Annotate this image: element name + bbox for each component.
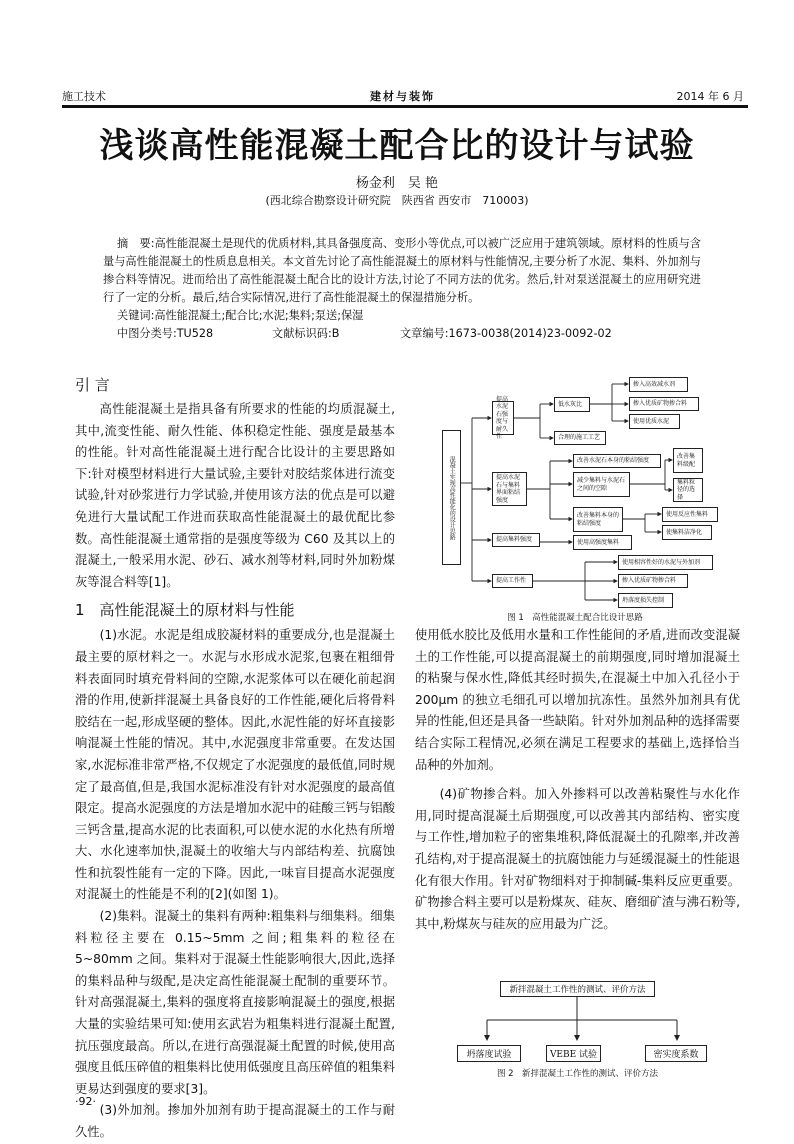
- fig1-node: 坍落度损失控制: [618, 593, 673, 608]
- fig1-node: 使用反应性集料: [662, 507, 718, 522]
- fig1-node: 使用相容性好的水泥与外加剂: [618, 555, 713, 570]
- section-1-heading: 1 高性能混凝土的原材料与性能: [75, 601, 295, 620]
- page-number: ·92·: [75, 1095, 96, 1108]
- fig1-node: 改善集料级配: [673, 448, 703, 473]
- fig1-node: 集料粒径的选择: [673, 478, 703, 502]
- fig1-node: 减少集料与水泥石之间的空隙: [573, 472, 630, 497]
- right-column-body: [415, 625, 740, 935]
- fig2-child-node: VEBE 试验: [546, 1045, 601, 1062]
- fig1-node: 提高集料强度: [492, 533, 540, 547]
- figure-2-caption: 图 2 新拌混凝土工作性的测试、评价方法: [496, 1069, 659, 1079]
- paragraph-mineral-admixture: (4)矿物掺合料。加入外掺料可以改善粘聚性与水化作用,同时提高混凝土后期强度,可以改善其内部结构、密实度与工作性,增加粒子的密集堆积,降低混凝土的孔隙率,并改善孔结构,对于提高混凝土的抗腐蚀能力与延缓混凝土的性能退化有很大作用。针对矿物细料对于抑制碱-集料反应更重要。矿物掺合料主要可以是粉煤灰、硅灰、磨细矿渣与沸石粉等,其中,粉煤灰与硅灰的应用最为广泛。: [415, 787, 740, 931]
- left-column: [75, 374, 395, 1144]
- classification-row: [103, 325, 701, 343]
- paragraph-aggregate: (2)集料。混凝土的集料有两种:粗集料与细集料。细集料粒径主要在 0.15~5mm 之间;粗集料的粒径在 5~80mm 之间。集料对于混凝土性能影响很大,因此,选择的集料品种与级配,是决定高性能混凝土配制的重要环节。针对高强混凝土,集料的强度将直接影响混凝土的强度,根据大量的实验结果可知:使用玄武岩为粗集料进行混凝土配置,抗压强度最高。所以,在进行高强混凝土配置的时候,使用高强度且低压碎值的粗集料比使用低强度且高压碎值的粗集料更易达到强度的要求[3]。: [75, 909, 395, 1096]
- fig1-node: 改善集料本身的粘结强度: [573, 507, 623, 532]
- fig2-child-node: 密实度系数: [645, 1045, 707, 1062]
- fig1-root-node: 混凝土实现高性能化的设计思路: [442, 430, 461, 565]
- fig2-child-node: 坍落度试验: [457, 1045, 521, 1062]
- running-header-section: 施工技术: [62, 90, 106, 103]
- article-number: 文章编号:1673-0038(2014)23-0092-02: [400, 327, 612, 340]
- clc-number: 中图分类号:TU528: [117, 327, 214, 340]
- abstract-block: [103, 235, 701, 343]
- fig2-top-node: 新拌混凝土工作性的测试、评价方法: [500, 981, 655, 997]
- fig1-node: 低水灰比: [554, 397, 590, 412]
- fig1-node: 掺入优质矿物掺合料: [629, 397, 699, 411]
- paragraph-admixture: (3)外加剂。掺加外加剂有助于提高混凝土的工作与耐久性。: [75, 1103, 395, 1139]
- fig1-node: 改善水泥石本身的粘结强度: [573, 454, 661, 468]
- document-code: 文献标识码:B: [272, 327, 340, 340]
- keywords: 关键词:高性能混凝土;配合比;水泥;集料;泵送;保湿: [117, 309, 364, 322]
- running-header-date: 2014 年 6 月: [676, 90, 744, 103]
- fig1-node: 掺入高效减水剂: [629, 377, 688, 392]
- intro-heading: 引 言: [75, 376, 110, 394]
- intro-paragraph: 高性能混凝土是指具备有所要求的性能的均质混凝土,其中,流变性能、耐久性能、体积稳定性能、强度是最基本的性能。针对高性能混凝土进行配合比设计的主要思路如下:针对模型材料进行大量试验,主要针对胶结浆体进行流变试验,针对砂浆进行力学试验,并使用该方法的优点是可以避免进行大量试配工作进而获取高性能混凝土的最优配比参数。高性能混凝土通常指的是强度等级为 C60 及其以上的混凝土,一般采用水泥、砂石、减水剂等材料,同时外加粉煤灰等混合料等[1]。: [75, 402, 395, 589]
- figure-1-caption: 图 1 高性能混凝土配合比设计思路: [507, 613, 643, 623]
- fig1-node: 使集料洁净化: [662, 525, 712, 540]
- fig1-node: 使用优质水泥: [629, 414, 680, 429]
- abstract: 摘 要:高性能混凝土是现代的优质材料,其具备强度高、变形小等优点,可以被广泛应用于建筑领域。原材料的性质与含量与高性能混凝土的性质息息相关。本文首先讨论了高性能混凝土的原材料与性能情况,主要分析了水泥、集料、外加剂与掺合料等情况。进而给出了高性能混凝土配合比的设计方法,讨论了不同方法的优劣。然后,针对泵送混凝土的应用研究进行了一定的分析。最后,结合实际情况,进行了高性能混凝土的保湿措施分析。: [103, 237, 701, 304]
- fig1-node: 合理的施工工艺: [554, 431, 606, 445]
- paragraph-admixture-continued: 使用低水胶比及低用水量和工作性能间的矛盾,进而改变混凝土的工作性能,可以提高混凝土的前期强度,同时增加混凝土的粘聚与保水性,降低其经时损失,在混凝土中加入孔径小于 200μm 的独立毛细孔可以增加抗冻性。虽然外加剂具有优异的性能,但还是具备一些缺陷。针对外加剂品种的选择需要结合实际工程情况,必须在满足工程要求的基础上,选择恰当品种的外加剂。: [415, 628, 740, 772]
- paragraph-cement: (1)水泥。水泥是组成胶凝材料的重要成分,也是混凝土最主要的原材料之一。水泥与水形成水泥浆,包裹在粗细骨料表面同时填充骨料间的空隙,水泥浆体可以在硬化前起润滑的作用,使新拌混凝土具备良好的工作性能,硬化后将骨料胶结在一起,形成坚硬的整体。因此,水泥性能的好坏直接影响混凝土性能的情况。其中,水泥强度非常重要。在发达国家,水泥标准非常严格,不仅规定了水泥强度的最低值,同时规定了最高值,但是,我国水泥标准没有针对水泥强度的最高值限定。提高水泥强度的方法是增加水泥中的硅酸三钙与铝酸三钙含量,提高水泥的比表面积,可以使水泥的水化热有所增大、水化速率加快,混凝土的收缩大与内部结构差、抗腐蚀性和抗裂性能有一定的下降。因此,一味盲目提高水泥强度对混凝土的性能是不利的[2](如图 1)。: [75, 628, 395, 902]
- journal-logo: 建材与装饰: [370, 90, 435, 103]
- affiliation: (西北综合勘察设计研究院 陕西省 西安市 710003): [265, 194, 529, 207]
- authors: 杨金利 吴 艳: [355, 176, 439, 191]
- fig1-node: 提高水泥石与集料界面粘结强度: [492, 472, 527, 506]
- header-rule: [62, 105, 748, 108]
- fig1-node: 使用高强度集料: [573, 535, 632, 550]
- fig1-node: 掺入优质矿物掺合料: [618, 574, 688, 588]
- fig1-node: 提高水泥石强度与耐久性: [492, 401, 514, 435]
- article-title: 浅谈高性能混凝土配合比的设计与试验: [99, 126, 695, 166]
- fig1-node: 提高工作性: [492, 574, 533, 588]
